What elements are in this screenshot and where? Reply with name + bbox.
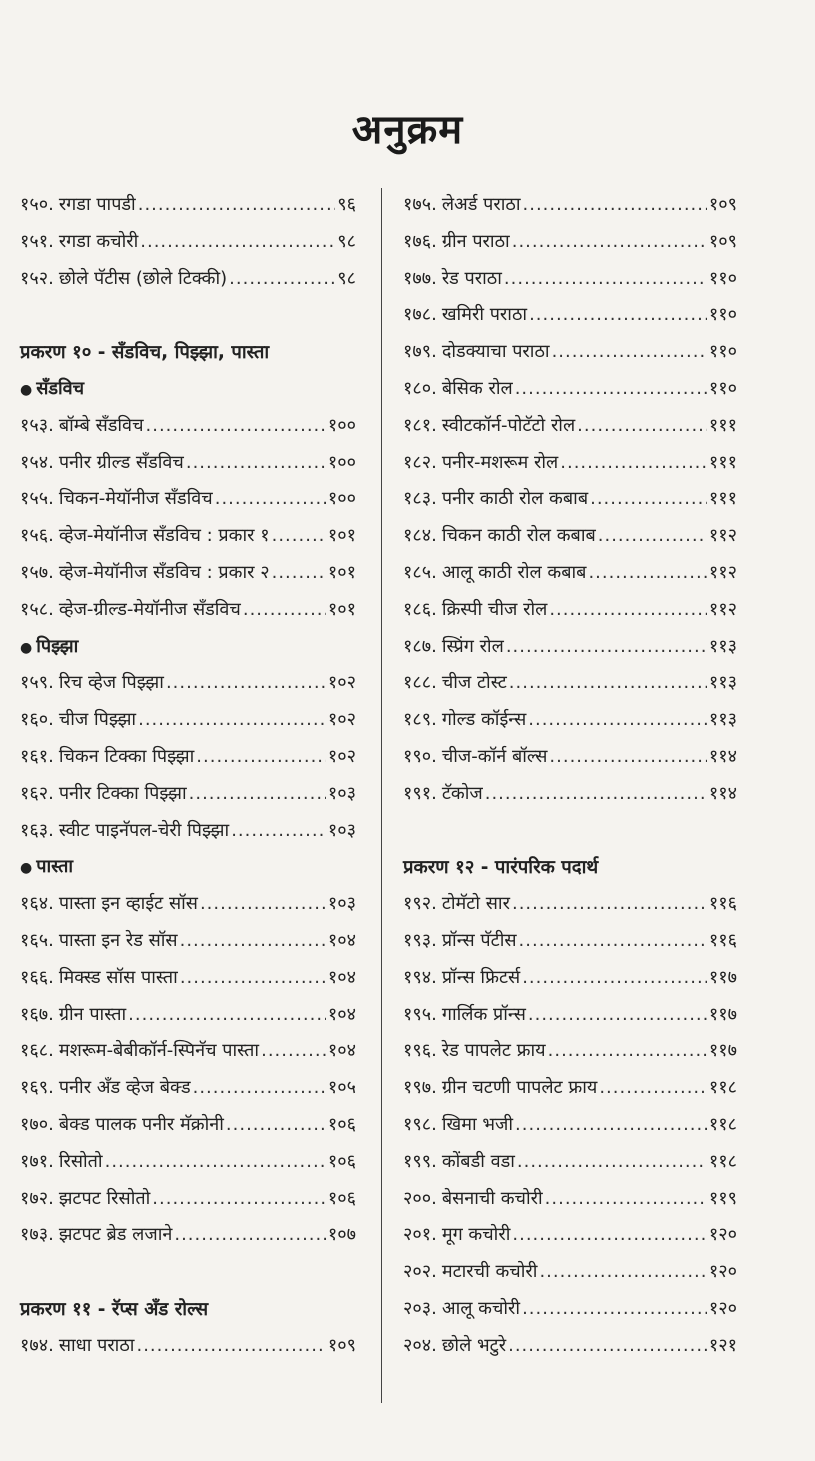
- entry-number: १९४.: [403, 966, 437, 988]
- entry-number: १८३.: [403, 488, 437, 510]
- toc-entry: [403, 1222, 737, 1259]
- entry-title: छोले भटुरे: [441, 1334, 507, 1356]
- entry-title: टोमॅटो सार: [441, 893, 510, 915]
- dot-leader: [515, 378, 707, 399]
- entry-page-number: १०७: [327, 1224, 356, 1246]
- dot-leader: [180, 930, 326, 951]
- entry-number: १६५.: [20, 929, 54, 951]
- entry-page-number: ११२: [708, 561, 737, 583]
- entry-page-number: ११६: [708, 893, 737, 915]
- entry-title: चिकन टिक्का पिझ्झा: [58, 745, 195, 767]
- dot-leader: [261, 1040, 326, 1061]
- dot-leader: [549, 599, 707, 620]
- entry-number: १८१.: [403, 414, 437, 436]
- entry-number: १६८.: [20, 1040, 54, 1062]
- entry-page-number: १०२: [327, 672, 356, 694]
- section-heading: [20, 854, 356, 891]
- toc-entry: [403, 376, 737, 413]
- entry-title: प्रॉन्स फ्रिटर्स: [441, 966, 521, 988]
- bullet-icon: ●: [20, 381, 33, 398]
- entry-page-number: १२०: [708, 1297, 737, 1319]
- toc-entry: [403, 450, 737, 487]
- entry-number: १५८.: [20, 598, 54, 620]
- dot-leader: [545, 1188, 707, 1209]
- toc-entry: [403, 1075, 737, 1112]
- entry-number: १८२.: [403, 451, 437, 473]
- toc-entry: [20, 597, 356, 634]
- entry-title: स्वीटकॉर्न-पोटॅटो रोल: [441, 414, 576, 436]
- dot-leader: [200, 893, 326, 914]
- toc-entry: [403, 302, 737, 339]
- entry-page-number: ११७: [708, 1003, 737, 1025]
- dot-leader: [517, 1151, 707, 1172]
- entry-page-number: १०६: [327, 1113, 356, 1135]
- entry-page-number: ११७: [708, 966, 737, 988]
- entry-number: १६०.: [20, 709, 54, 731]
- toc-entry: [20, 1149, 356, 1186]
- entry-title: रिसोतो: [58, 1150, 103, 1172]
- entry-title: चिकन-मेयॉनीज सँडविच: [58, 488, 213, 510]
- entry-number: १९८.: [403, 1113, 437, 1135]
- spacer: [20, 302, 356, 339]
- toc-entry: [403, 965, 737, 1002]
- dot-leader: [215, 488, 326, 509]
- entry-number: १६१.: [20, 745, 54, 767]
- entry-number: १५२.: [20, 267, 54, 289]
- dot-leader: [588, 562, 706, 583]
- dot-leader: [229, 268, 335, 289]
- entry-page-number: ११२: [708, 598, 737, 620]
- dot-leader: [196, 746, 326, 767]
- entry-number: १७३.: [20, 1224, 54, 1246]
- entry-page-number: ११०: [708, 304, 737, 326]
- entry-page-number: ११०: [708, 341, 737, 363]
- toc-entry: [403, 560, 737, 597]
- entry-number: १७०.: [20, 1113, 54, 1135]
- dot-leader: [180, 967, 326, 988]
- toc-entry: [20, 1075, 356, 1112]
- bullet-icon: ●: [20, 860, 33, 877]
- entry-title: साधा पराठा: [58, 1334, 135, 1356]
- entry-title: मटारची कचोरी: [441, 1261, 538, 1283]
- entry-number: १५९.: [20, 672, 54, 694]
- toc-entry: [403, 1296, 737, 1333]
- entry-number: १७९.: [403, 341, 437, 363]
- entry-number: १५१.: [20, 230, 54, 252]
- dot-leader: [549, 746, 707, 767]
- entry-page-number: १०१: [327, 598, 356, 620]
- toc-entry: [20, 229, 356, 266]
- toc-entry: [403, 744, 737, 781]
- entry-title: रगडा पापडी: [58, 194, 136, 215]
- entry-page-number: १००: [327, 414, 356, 436]
- entry-number: १९३.: [403, 929, 437, 951]
- entry-page-number: १०४: [327, 929, 356, 951]
- entry-page-number: १११: [708, 488, 737, 510]
- entry-number: २०४.: [403, 1334, 437, 1356]
- dot-leader: [552, 341, 707, 362]
- entry-number: १६९.: [20, 1077, 54, 1099]
- toc-entry: [20, 670, 356, 707]
- entry-number: १६३.: [20, 819, 54, 841]
- toc-entry: [403, 1112, 737, 1149]
- entry-page-number: ११८: [708, 1150, 737, 1172]
- dot-leader: [515, 1114, 707, 1135]
- toc-entry: [403, 229, 737, 266]
- entry-page-number: १०९: [708, 194, 737, 215]
- entry-title: मिक्स्ड सॉस पास्ता: [58, 966, 178, 988]
- toc-entry: [403, 413, 737, 450]
- page-title: अनुक्रम: [351, 107, 464, 153]
- entry-title: बेसिक रोल: [441, 377, 513, 399]
- entry-title: कोंबडी वडा: [441, 1150, 515, 1172]
- entry-title: आलू काठी रोल कबाब: [441, 561, 587, 583]
- entry-number: १५५.: [20, 488, 54, 510]
- toc-entry: [403, 1002, 737, 1039]
- entry-page-number: ११६: [708, 929, 737, 951]
- dot-leader: [528, 1004, 707, 1025]
- entry-page-number: ११३: [708, 709, 737, 731]
- entry-number: १५३.: [20, 414, 54, 436]
- entry-number: २००.: [403, 1187, 437, 1209]
- entry-page-number: १०६: [327, 1150, 356, 1172]
- entry-title: रिच व्हेज पिझ्झा: [58, 672, 164, 694]
- entry-number: १५७.: [20, 561, 54, 583]
- dot-leader: [523, 194, 707, 215]
- chapter-heading: प्रकरण १२ - पारंपरिक पदार्थ: [403, 857, 599, 879]
- entry-page-number: ११२: [708, 525, 737, 547]
- toc-entry: [20, 1222, 356, 1259]
- section-heading-label: पिझ्झा: [36, 635, 79, 657]
- toc-entry: [20, 486, 356, 523]
- entry-title: रेड पराठा: [441, 267, 502, 289]
- dot-leader: [529, 304, 707, 325]
- entry-number: १८५.: [403, 561, 437, 583]
- toc-entry: [20, 928, 356, 965]
- dot-leader: [146, 415, 326, 436]
- dot-leader: [512, 1224, 707, 1245]
- entry-number: १८८.: [403, 672, 437, 694]
- entry-title: पनीर-मशरूम रोल: [441, 451, 559, 473]
- entry-title: व्हेज-मेयॉनीज सँडविच : प्रकार १: [58, 525, 270, 547]
- entry-number: १७८.: [403, 304, 437, 326]
- entry-page-number: १०३: [327, 782, 356, 804]
- entry-page-number: १०१: [327, 525, 356, 547]
- entry-page-number: १०९: [327, 1334, 356, 1356]
- entry-title: स्वीट पाइनॅपल-चेरी पिझ्झा: [58, 819, 230, 841]
- entry-number: १६७.: [20, 1003, 54, 1025]
- entry-title: स्प्रिंग रोल: [441, 635, 504, 657]
- entry-number: १८०.: [403, 377, 437, 399]
- entry-title: पास्ता इन रेड सॉस: [58, 929, 178, 951]
- entry-page-number: १०४: [327, 1003, 356, 1025]
- toc-entry: [20, 266, 356, 303]
- toc-entry: [403, 634, 737, 671]
- entry-title: रगडा कचोरी: [58, 230, 139, 252]
- entry-title: झटपट ब्रेड लजाने: [58, 1224, 173, 1246]
- entry-page-number: १०६: [327, 1187, 356, 1209]
- toc-entry: [20, 818, 356, 855]
- entry-title: पनीर ग्रील्ड सँडविच: [58, 451, 184, 473]
- entry-page-number: ११८: [708, 1113, 737, 1135]
- entry-page-number: ११४: [708, 782, 737, 804]
- entry-page-number: ९६: [337, 194, 356, 215]
- entry-title: चिकन काठी रोल कबाब: [441, 525, 596, 547]
- dot-leader: [128, 1004, 326, 1025]
- entry-page-number: १०४: [327, 966, 356, 988]
- entry-page-number: ९८: [337, 230, 356, 252]
- entry-page-number: १२१: [708, 1334, 737, 1356]
- toc-entry: [20, 1112, 356, 1149]
- dot-leader: [138, 194, 336, 215]
- dot-leader: [243, 599, 326, 620]
- toc-entry: [403, 1038, 737, 1075]
- entry-title: बेसनाची कचोरी: [441, 1187, 543, 1209]
- dot-leader: [599, 1077, 707, 1098]
- toc-entry: [403, 1186, 737, 1223]
- entry-number: १८४.: [403, 525, 437, 547]
- toc-entry: [20, 1038, 356, 1075]
- entry-title: झटपट रिसोतो: [58, 1187, 151, 1209]
- entry-number: १५६.: [20, 525, 54, 547]
- toc-entry: [20, 450, 356, 487]
- dot-leader: [226, 1114, 326, 1135]
- entry-page-number: ११४: [708, 745, 737, 767]
- entry-number: १७२.: [20, 1187, 54, 1209]
- chapter-heading: प्रकरण १० - सँडविच, पिझ्झा, पास्ता: [20, 342, 270, 364]
- section-heading-label: सँडविच: [36, 377, 85, 399]
- entry-title: बेक्ड पालक पनीर मॅक्रोनी: [58, 1113, 224, 1135]
- spacer: [20, 1259, 356, 1296]
- entry-number: १७४.: [20, 1334, 54, 1356]
- entry-title: पनीर टिक्का पिझ्झा: [58, 782, 187, 804]
- entry-title: रेड पापलेट फ्राय: [441, 1040, 546, 1062]
- toc-entry: [403, 781, 737, 818]
- toc-entry: [403, 192, 737, 229]
- toc-entry: [20, 1002, 356, 1039]
- entry-number: १८६.: [403, 598, 437, 620]
- dot-leader: [512, 893, 707, 914]
- entry-number: १५४.: [20, 451, 54, 473]
- entry-number: १५०.: [20, 194, 54, 215]
- dot-leader: [272, 525, 326, 546]
- entry-page-number: १०२: [327, 709, 356, 731]
- entry-page-number: १००: [327, 488, 356, 510]
- entry-title: दोडक्याचा पराठा: [441, 341, 550, 363]
- entry-title: खिमा भजी: [441, 1113, 514, 1135]
- toc-column-right: [403, 192, 737, 1370]
- spacer: [403, 818, 737, 855]
- toc-entry: [20, 1333, 356, 1370]
- toc-entry: [20, 413, 356, 450]
- entry-page-number: ११३: [708, 635, 737, 657]
- toc-entry: [403, 1333, 737, 1370]
- dot-leader: [504, 268, 707, 289]
- entry-title: पास्ता इन व्हाईट सॉस: [58, 893, 198, 915]
- entry-number: १९१.: [403, 782, 437, 804]
- entry-page-number: ११७: [708, 1040, 737, 1062]
- toc-entry: [20, 891, 356, 928]
- entry-number: १९६.: [403, 1040, 437, 1062]
- entry-page-number: ९८: [337, 267, 356, 289]
- entry-title: पनीर काठी रोल कबाब: [441, 488, 589, 510]
- toc-entry: [403, 1259, 737, 1296]
- dot-leader: [136, 1335, 325, 1356]
- entry-page-number: ११३: [708, 672, 737, 694]
- entry-title: ग्रीन चटणी पापलेट फ्राय: [441, 1077, 598, 1099]
- toc-entry: [403, 670, 737, 707]
- entry-page-number: १०३: [327, 893, 356, 915]
- dot-leader: [560, 452, 707, 473]
- entry-page-number: १०५: [327, 1077, 356, 1099]
- dot-leader: [506, 636, 707, 657]
- entry-title: मशरूम-बेबीकॉर्न-स्पिनॅच पास्ता: [58, 1040, 260, 1062]
- toc-entry: [403, 707, 737, 744]
- entry-number: २०२.: [403, 1261, 437, 1283]
- toc-entry: [20, 781, 356, 818]
- section-heading: [20, 634, 356, 671]
- entry-page-number: ११०: [708, 267, 737, 289]
- entry-number: १९७.: [403, 1077, 437, 1099]
- entry-number: २०१.: [403, 1224, 437, 1246]
- entry-page-number: १०२: [327, 745, 356, 767]
- entry-page-number: ११९: [708, 1187, 737, 1209]
- dot-leader: [508, 1335, 707, 1356]
- entry-number: १९५.: [403, 1003, 437, 1025]
- toc-entry: [403, 266, 737, 303]
- dot-leader: [539, 1261, 706, 1282]
- dot-leader: [138, 709, 326, 730]
- entry-title: छोले पॅटीस (छोले टिक्की): [58, 267, 228, 289]
- entry-number: १६६.: [20, 966, 54, 988]
- entry-page-number: १०९: [708, 230, 737, 252]
- toc-entry: [20, 707, 356, 744]
- entry-title: ग्रीन पराठा: [441, 230, 510, 252]
- entry-page-number: ११०: [708, 377, 737, 399]
- dot-leader: [598, 525, 707, 546]
- toc-entry: [20, 965, 356, 1002]
- entry-title: गार्लिक प्रॉन्स: [441, 1003, 526, 1025]
- dot-leader: [152, 1188, 326, 1209]
- entry-title: बॉम्बे सँडविच: [58, 414, 144, 436]
- entry-number: १७७.: [403, 267, 437, 289]
- entry-title: आलू कचोरी: [441, 1297, 521, 1319]
- dot-leader: [272, 562, 326, 583]
- entry-title: ग्रीन पास्ता: [58, 1003, 127, 1025]
- entry-page-number: १०१: [327, 561, 356, 583]
- toc-column-left: [20, 192, 356, 1370]
- entry-number: १८९.: [403, 709, 437, 731]
- dot-leader: [105, 1151, 326, 1172]
- entry-page-number: १०३: [327, 819, 356, 841]
- dot-leader: [140, 231, 335, 252]
- entry-page-number: १२०: [708, 1261, 737, 1283]
- dot-leader: [512, 231, 707, 252]
- dot-leader: [590, 488, 707, 509]
- entry-page-number: १११: [708, 451, 737, 473]
- entry-title: लेअर्ड पराठा: [441, 194, 521, 215]
- entry-number: १७५.: [403, 194, 437, 215]
- toc-entry: [403, 486, 737, 523]
- toc-entry: [403, 891, 737, 928]
- dot-leader: [548, 1040, 707, 1061]
- dot-leader: [189, 783, 326, 804]
- entry-number: १७६.: [403, 230, 437, 252]
- entry-title: मूग कचोरी: [441, 1224, 511, 1246]
- entry-number: १९२.: [403, 893, 437, 915]
- entry-title: चीज-कॉर्न बॉल्स: [441, 745, 548, 767]
- entry-title: चीज टोस्ट: [441, 672, 507, 694]
- toc-entry: [20, 560, 356, 597]
- dot-leader: [174, 1224, 326, 1245]
- entry-number: १६२.: [20, 782, 54, 804]
- entry-title: क्रिस्पी चीज रोल: [441, 598, 548, 620]
- entry-number: १९९.: [403, 1150, 437, 1172]
- dot-leader: [231, 820, 326, 841]
- entry-page-number: १११: [708, 414, 737, 436]
- entry-number: १९०.: [403, 745, 437, 767]
- dot-leader: [193, 1077, 326, 1098]
- entry-title: पनीर अँड व्हेज बेक्ड: [58, 1077, 191, 1099]
- toc-entry: [403, 1149, 737, 1186]
- section-heading-label: पास्ता: [36, 856, 74, 878]
- dot-leader: [485, 783, 707, 804]
- entry-page-number: १०४: [327, 1040, 356, 1062]
- entry-number: १८७.: [403, 635, 437, 657]
- entry-title: व्हेज-ग्रील्ड-मेयॉनीज सँडविच: [58, 598, 241, 620]
- entry-title: गोल्ड कॉईन्स: [441, 709, 527, 731]
- section-heading: [20, 376, 356, 413]
- dot-leader: [522, 967, 707, 988]
- column-divider: [381, 188, 382, 1403]
- dot-leader: [166, 672, 326, 693]
- entry-title: व्हेज-मेयॉनीज सँडविच : प्रकार २: [58, 561, 270, 583]
- entry-page-number: १००: [327, 451, 356, 473]
- chapter-heading: प्रकरण ११ - रॅप्स अँड रोल्स: [20, 1298, 209, 1320]
- dot-leader: [528, 709, 707, 730]
- entry-title: टॅकोज: [441, 782, 483, 804]
- dot-leader: [519, 930, 707, 951]
- entry-page-number: ११८: [708, 1077, 737, 1099]
- dot-leader: [509, 672, 707, 693]
- entry-page-number: १२०: [708, 1224, 737, 1246]
- entry-number: २०३.: [403, 1297, 437, 1319]
- toc-entry: [403, 597, 737, 634]
- toc-entry: [20, 523, 356, 560]
- toc-entry: [20, 1186, 356, 1223]
- toc-entry: [403, 523, 737, 560]
- toc-entry: [403, 928, 737, 965]
- dot-leader: [186, 452, 326, 473]
- entry-number: १६४.: [20, 893, 54, 915]
- toc-entry: [403, 339, 737, 376]
- bullet-icon: ●: [20, 639, 33, 656]
- entry-title: चीज पिझ्झा: [58, 709, 137, 731]
- dot-leader: [522, 1298, 707, 1319]
- dot-leader: [577, 415, 707, 436]
- entry-number: १७१.: [20, 1150, 54, 1172]
- toc-entry: [20, 744, 356, 781]
- entry-title: खमिरी पराठा: [441, 304, 528, 326]
- entry-title: प्रॉन्स पॅटीस: [441, 929, 517, 951]
- toc-entry: [20, 192, 356, 229]
